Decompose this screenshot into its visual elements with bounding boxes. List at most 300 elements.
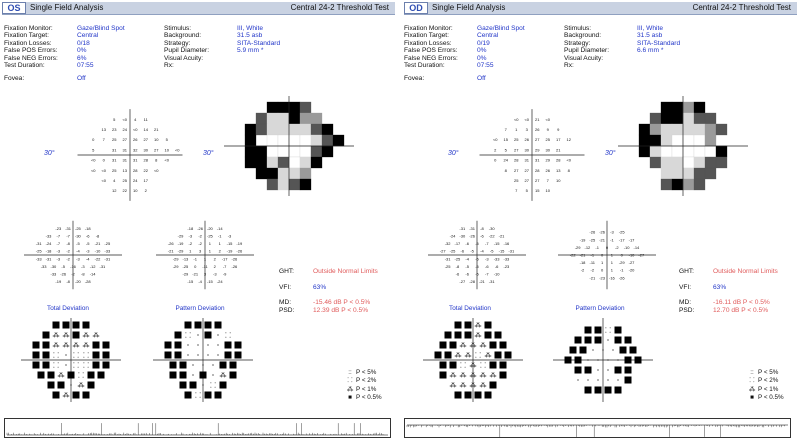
field-value: -33: [503, 256, 510, 262]
probability-mark: [220, 382, 227, 389]
field-value: -12: [584, 244, 591, 250]
probability-mark: [575, 337, 582, 344]
field-value: -4: [85, 256, 90, 262]
probability-mark: [625, 357, 632, 364]
field-value: -10: [493, 271, 500, 277]
probability-mark: [165, 352, 172, 359]
probability-mark: ⸬: [73, 362, 79, 370]
field-value: -25: [75, 225, 81, 231]
field-value: 31: [122, 147, 127, 153]
grayscale-cell: [289, 168, 300, 179]
field-value: 27: [122, 137, 127, 143]
grayscale-cell: [267, 135, 278, 146]
field-value: -31: [488, 279, 495, 285]
field-value: -26: [197, 225, 203, 231]
field-value: -19: [236, 241, 243, 247]
field-value: 0: [600, 267, 604, 273]
probability-mark: [612, 349, 613, 350]
probability-mark: [103, 362, 110, 369]
field-value: -3: [76, 256, 80, 262]
field-value: -30: [50, 263, 57, 269]
probability-mark: ⸬: [480, 362, 486, 370]
field-value: -22: [569, 252, 576, 258]
field-value: -25: [589, 237, 596, 243]
field-value: -21: [579, 252, 586, 258]
probability-mark: ⸬: [185, 332, 191, 340]
field-value: 32: [133, 147, 138, 153]
ght-value: Outside Normal Limits: [313, 268, 378, 275]
field-value: -6: [465, 271, 469, 277]
probability-mark: ⁂: [479, 342, 487, 350]
field-value: -17: [618, 237, 625, 243]
field-value: 2: [218, 248, 221, 254]
field-value: 27: [514, 147, 519, 153]
field-value: <0: [90, 157, 96, 163]
field-value: -33: [45, 233, 52, 239]
probability-mark: [485, 322, 492, 329]
grayscale-cell: [672, 113, 683, 124]
probability-mark: [217, 344, 218, 345]
probability-mark: [615, 327, 622, 334]
field-value: -27: [439, 248, 446, 254]
grayscale-cell: [672, 168, 683, 179]
probability-mark: [595, 327, 602, 334]
field-value: -33: [493, 256, 500, 262]
field-value: 7: [102, 137, 105, 143]
field-value: -24: [216, 279, 223, 285]
probability-mark: [73, 392, 80, 399]
probability-mark: [587, 359, 588, 360]
probability-mark: [93, 352, 100, 359]
probability-mark: [185, 322, 192, 329]
probability-mark: [455, 332, 462, 339]
field-value: -1: [595, 244, 599, 250]
field-value: -30: [75, 233, 81, 239]
field-value: -25: [449, 248, 456, 254]
field-value: -31: [444, 256, 451, 262]
field-value: 22: [122, 188, 127, 194]
probability-mark: [33, 362, 40, 369]
probability-mark: [220, 362, 227, 369]
p5-symbol-icon: ::: [750, 369, 754, 376]
field-value: 1: [610, 267, 614, 273]
grayscale-cell: [267, 146, 278, 157]
field-value: 2: [213, 256, 216, 262]
field-value: -5: [470, 248, 474, 254]
vfi-value: 63%: [713, 283, 727, 291]
probability-mark: ⁂: [469, 372, 477, 380]
panel-divider: [398, 0, 401, 444]
p1-symbol-icon: ⁂: [748, 385, 756, 393]
ght-value: Outside Normal Limits: [713, 268, 778, 275]
field-value: -21: [192, 271, 199, 277]
gaze-tracking-strip: [404, 418, 791, 438]
probability-mark: [65, 354, 66, 355]
probability-mark: ⁂: [474, 322, 482, 330]
field-value: -25: [182, 263, 189, 269]
field-value: -19: [226, 248, 233, 254]
probability-mark: [192, 374, 193, 375]
grayscale-cell: [716, 157, 727, 168]
field-value: 27: [535, 137, 540, 143]
field-value: 10: [154, 137, 159, 143]
field-value: 30: [524, 147, 529, 153]
grayscale-cell: [650, 113, 661, 124]
field-value: 1: [600, 260, 604, 266]
field-value: -5: [475, 263, 479, 269]
probability-mark: [485, 332, 492, 339]
grayscale-cell: [694, 113, 705, 124]
test-info-left: Fixation Monitor: Gaze/Blind Spot Fixation Target: Central Fixation Losses: 0/19 False POS Errors: 0% False NEG Errors: 0% Test Duration: 07:55: [404, 25, 525, 70]
field-value: -9: [222, 271, 227, 277]
field-value: 26: [545, 167, 550, 173]
threshold-value-grid: [462, 100, 602, 210]
md-value: -16.11 dB P < 0.5%: [713, 299, 770, 307]
field-value: -10: [94, 248, 101, 254]
probability-mark: [605, 387, 612, 394]
field-value: -25: [454, 256, 461, 262]
eye-label: OD: [404, 2, 428, 14]
field-value: -6: [485, 263, 489, 269]
pattern-deviation-title: Pattern Deviation: [575, 305, 625, 312]
field-value: 13: [122, 167, 127, 173]
probability-mark: ⸬: [225, 332, 231, 340]
probability-mark: [617, 359, 618, 360]
field-value: -29: [177, 248, 184, 254]
field-value: 28: [556, 157, 561, 163]
field-value: 27: [154, 147, 159, 153]
grayscale-cell: [256, 168, 267, 179]
field-value: -21: [94, 241, 101, 247]
md-value: -15.46 dB P < 0.5%: [313, 299, 371, 307]
field-value: 1: [218, 241, 221, 247]
grayscale-cell: [661, 102, 672, 113]
probability-mark: ⁂: [52, 342, 60, 350]
field-value: <0: [164, 157, 170, 163]
field-value: 5: [113, 116, 116, 122]
degree-label-right: 30°: [605, 150, 616, 157]
probability-mark: [585, 367, 592, 374]
probability-mark: [165, 342, 172, 349]
probability-mark: [505, 352, 512, 359]
field-value: -5: [475, 241, 479, 247]
probability-mark: [230, 362, 237, 369]
field-value: 10: [545, 188, 550, 194]
field-value: -2: [198, 241, 202, 247]
field-value: 8: [567, 167, 570, 173]
probability-mark: [585, 327, 592, 334]
probability-mark: [48, 382, 55, 389]
grayscale-cell: [289, 146, 300, 157]
probability-mark: [48, 372, 55, 379]
probability-mark: ⁂: [52, 332, 60, 340]
grayscale-cell: [278, 135, 289, 146]
pattern-deviation-values: [552, 215, 662, 295]
field-value: -2: [590, 267, 595, 273]
field-value: -31: [65, 225, 71, 231]
field-value: 13: [101, 127, 106, 132]
field-value: 29: [535, 147, 540, 153]
probability-mark: ⸬: [53, 362, 59, 370]
field-value: -4: [465, 256, 469, 262]
field-value: -1: [619, 267, 624, 273]
field-value: 12: [566, 137, 571, 143]
grayscale-cell: [300, 113, 311, 124]
field-value: 0: [600, 252, 604, 258]
field-value: -4: [76, 248, 80, 254]
probability-mark: [58, 382, 65, 389]
report-title: Single Field Analysis: [30, 3, 104, 12]
probability-mark: ⁂: [459, 372, 467, 380]
field-value: -3: [56, 248, 61, 254]
probability-mark: [205, 332, 212, 339]
grayscale-cell: [278, 102, 289, 113]
grayscale-cell: [289, 135, 300, 146]
probability-mark: [455, 322, 462, 329]
probability-mark: [98, 372, 105, 379]
field-value: -4: [480, 248, 484, 254]
field-value: -29: [172, 256, 179, 262]
field-value: 21: [535, 116, 540, 122]
field-value: 8: [504, 167, 507, 173]
probability-mark: [187, 344, 188, 345]
field-value: -7: [66, 233, 70, 239]
total-deviation-values: [422, 215, 532, 295]
field-value: -8: [480, 225, 484, 231]
psd-value: 12.70 dB P < 0.5%: [713, 306, 769, 314]
probability-mark: [445, 332, 452, 339]
grayscale-cell: [245, 146, 256, 157]
grayscale-cell: [267, 113, 278, 124]
field-value: 0: [605, 244, 609, 250]
probability-mark: [175, 342, 182, 349]
grayscale-cell: [683, 146, 694, 157]
field-value: 25: [514, 178, 519, 183]
field-value: 24: [122, 127, 127, 132]
probability-mark: ⸬: [78, 372, 84, 380]
probability-mark: [475, 392, 482, 399]
field-value: -24: [45, 241, 52, 247]
grayscale-cell: [661, 168, 672, 179]
degree-label-left: 30°: [44, 150, 55, 157]
field-value: 0: [194, 263, 197, 269]
probability-mark: [202, 364, 203, 365]
field-value: 0: [92, 137, 95, 143]
field-value: 5: [504, 147, 507, 153]
grayscale-cell: [267, 179, 278, 190]
field-value: 1: [203, 256, 207, 262]
field-value: -25: [104, 241, 111, 247]
field-value: 21: [556, 147, 561, 153]
field-value: <0: [101, 178, 107, 183]
probability-mark: [455, 392, 462, 399]
probability-mark: ⁂: [62, 342, 70, 350]
gaze-trace: [405, 419, 790, 437]
field-value: -31: [104, 256, 111, 262]
grayscale-cell: [661, 157, 672, 168]
probability-mark: [485, 392, 492, 399]
grayscale-cell: [683, 135, 694, 146]
test-info-right: Stimulus: III, White Background: 31.5 asb Strategy: SITA-Standard Pupil Diameter: 5.9 mm * Visual Acuity: Rx:: [164, 25, 281, 70]
field-value: -26: [236, 248, 243, 254]
field-value: -6: [455, 271, 460, 277]
field-value: -16: [70, 263, 76, 269]
test-name: Central 24-2 Threshold Test: [692, 3, 791, 12]
field-value: -13: [182, 256, 189, 262]
grayscale-cell: [256, 113, 267, 124]
probability-mark: [575, 367, 582, 374]
grayscale-cell: [311, 135, 322, 146]
field-value: 11: [143, 116, 148, 122]
probability-mark: [495, 332, 502, 339]
probability-mark: [88, 372, 95, 379]
field-value: 10: [164, 147, 169, 153]
p05-symbol-icon: ■: [750, 393, 754, 401]
probability-mark: ⁂: [459, 342, 467, 350]
total-deviation-title: Total Deviation: [47, 305, 89, 312]
probability-mark: [175, 352, 182, 359]
field-value: -5: [61, 263, 65, 269]
field-value: -23: [599, 275, 605, 281]
field-value: 7: [504, 127, 507, 132]
field-value: -2: [71, 271, 75, 277]
probability-mark: [500, 342, 507, 349]
probability-mark: [63, 322, 70, 329]
field-value: -11: [202, 263, 208, 269]
probability-mark: [235, 342, 242, 349]
field-value: -23: [55, 225, 62, 231]
field-value: -21: [479, 279, 485, 285]
p1-symbol-icon: ⁂: [346, 385, 354, 393]
probability-mark: [38, 372, 45, 379]
gaze-trace: [5, 419, 390, 437]
field-value: -7: [485, 241, 489, 247]
pattern-deviation-title: Pattern Deviation: [175, 305, 225, 312]
field-value: -26: [60, 271, 67, 277]
field-value: -20: [628, 267, 635, 273]
grayscale-cell: [716, 124, 727, 135]
total-deviation-probability-map: [16, 318, 126, 403]
field-value: -4: [198, 279, 202, 285]
probability-mark: ⁂: [454, 352, 462, 360]
field-value: -30: [488, 225, 495, 231]
field-value: -31: [508, 248, 515, 254]
probability-mark: ⁂: [92, 332, 100, 340]
field-value: -20: [75, 279, 81, 285]
field-value: -3: [81, 263, 85, 269]
probability-mark: [43, 342, 50, 349]
grayscale-cell: [300, 157, 311, 168]
field-value: 5: [92, 147, 95, 153]
field-value: -29: [574, 244, 581, 250]
grayscale-cell: [267, 168, 278, 179]
right-eye-report: [402, 0, 799, 444]
field-value: 31: [535, 157, 540, 163]
probability-mark: [53, 392, 60, 399]
field-value: 2: [144, 188, 147, 194]
probability-mark: [450, 342, 457, 349]
probability-mark: [197, 344, 198, 345]
global-indices: GHT: Outside Normal Limits VFI: 63% MD: -15.46 dB P < 0.5% PSD: 12.39 dB P < 0.5%: [279, 268, 378, 314]
probability-mark: [103, 342, 110, 349]
field-value: -19: [55, 279, 62, 285]
p5-symbol-icon: ::: [348, 369, 352, 376]
field-value: 0: [620, 252, 623, 258]
probability-mark: [93, 342, 100, 349]
probability-mark: [217, 334, 218, 335]
field-value: 25: [545, 137, 550, 143]
probability-mark: [83, 392, 90, 399]
grayscale-cell: [705, 168, 716, 179]
probability-mark: ⸬: [73, 352, 79, 360]
field-value: -2: [66, 256, 70, 262]
probability-mark: [103, 352, 110, 359]
probability-mark: ⁂: [449, 372, 457, 380]
probability-mark: [565, 357, 572, 364]
field-value: -1: [590, 252, 595, 258]
field-value: -7: [222, 263, 227, 269]
field-value: 31: [524, 157, 529, 163]
field-value: <0: [132, 127, 138, 132]
field-value: -7: [56, 241, 61, 247]
probability-mark: [592, 349, 593, 350]
grayscale-cell: [661, 146, 672, 157]
field-value: -31: [99, 263, 106, 269]
probability-mark: [65, 364, 66, 365]
grayscale-cell: [278, 179, 289, 190]
field-value: -32: [444, 241, 451, 247]
field-value: -31: [469, 225, 475, 231]
probability-mark: ⁂: [469, 362, 477, 370]
probability-mark: [200, 372, 207, 379]
grayscale-cell: [256, 157, 267, 168]
field-value: -22: [94, 256, 101, 262]
probability-mark: [597, 369, 598, 370]
grayscale-cell: [311, 146, 322, 157]
grayscale-cell: [694, 146, 705, 157]
field-value: 1: [208, 248, 212, 254]
field-value: 23: [112, 127, 117, 132]
probability-mark: [170, 362, 177, 369]
field-value: 13: [556, 167, 561, 173]
field-value: -5: [475, 256, 479, 262]
grayscale-cell: [267, 102, 278, 113]
field-value: -21: [167, 248, 174, 254]
field-value: -5: [85, 241, 90, 247]
field-value: -15: [187, 279, 194, 285]
probability-mark: [580, 347, 587, 354]
field-value: 17: [143, 178, 148, 183]
field-value: 29: [545, 157, 550, 163]
probability-mark: [585, 337, 592, 344]
field-value: -5: [475, 271, 479, 277]
grayscale-cell: [661, 124, 672, 135]
field-value: -18: [579, 260, 586, 266]
global-indices: GHT: Outside Normal Limits VFI: 63% MD: -16.11 dB P < 0.5% PSD: 12.70 dB P < 0.5%: [679, 268, 778, 314]
field-value: -3: [485, 256, 489, 262]
grayscale-cell: [694, 102, 705, 113]
field-value: -25: [618, 229, 625, 235]
probability-mark: [235, 352, 242, 359]
probability-mark: [607, 369, 608, 370]
p2-symbol-icon: ⸬: [749, 377, 755, 385]
pattern-deviation-values: [150, 215, 260, 295]
grayscale-cell: [661, 135, 672, 146]
probability-mark: ⁂: [62, 332, 70, 340]
field-value: -12: [89, 263, 96, 269]
field-value: 25: [112, 137, 117, 143]
probability-mark: ⁂: [82, 332, 90, 340]
